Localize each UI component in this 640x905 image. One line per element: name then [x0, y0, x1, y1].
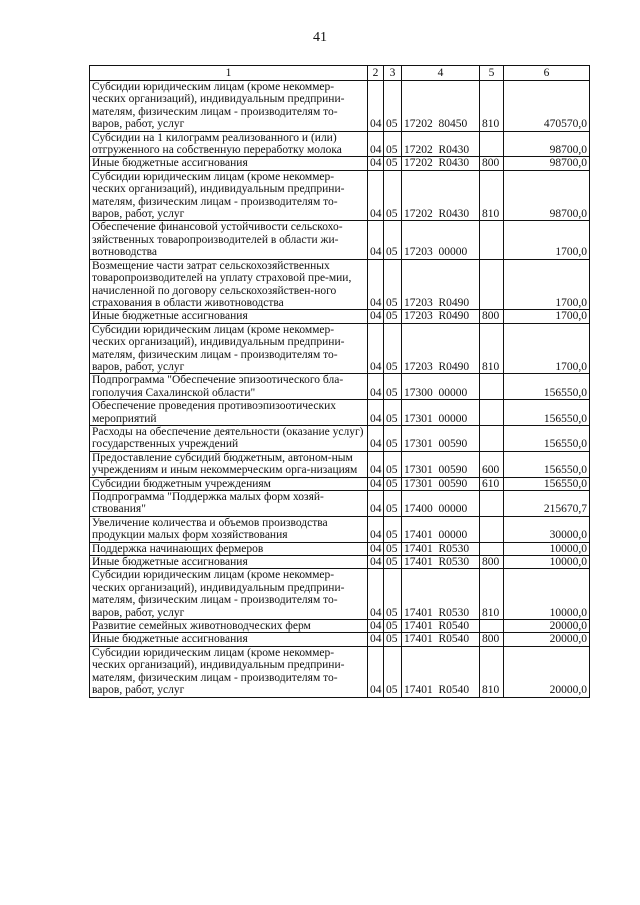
- row-section-code: 04: [368, 170, 384, 221]
- row-amount: 470570,0: [504, 81, 590, 132]
- table-row: [90, 400, 590, 426]
- row-description: Обеспечение проведения противоэпизоотических мероприятий: [90, 400, 368, 426]
- row-description: Подпрограмма "Поддержка малых форм хозяй-ствования": [90, 491, 368, 517]
- row-subsection-code: 05: [384, 542, 402, 555]
- row-expense-type-code: [480, 516, 504, 542]
- page-number: 41: [313, 30, 327, 45]
- row-section-code: 04: [368, 400, 384, 426]
- row-target-article-code: 17301 00590: [402, 451, 480, 477]
- row-expense-type-code: [480, 259, 504, 310]
- row-amount: 1700,0: [504, 259, 590, 310]
- row-amount: 156550,0: [504, 477, 590, 490]
- row-description: Субсидии юридическим лицам (кроме некоммер-ческих организаций), индивидуальным предприни-мателям, физическим лицам - производителям то-варов, работ, услуг: [90, 81, 368, 132]
- row-subsection-code: 05: [384, 556, 402, 569]
- row-amount: 156550,0: [504, 425, 590, 451]
- row-subsection-code: 05: [384, 620, 402, 633]
- row-subsection-code: 05: [384, 491, 402, 517]
- row-expense-type-code: [480, 131, 504, 157]
- row-target-article-code: 17203 R0490: [402, 323, 480, 374]
- table-row: [90, 425, 590, 451]
- row-target-article-code: 17401 00000: [402, 516, 480, 542]
- row-amount: 1700,0: [504, 221, 590, 259]
- table-body: [90, 81, 590, 698]
- row-subsection-code: 05: [384, 310, 402, 323]
- row-description: Субсидии бюджетным учреждениям: [90, 477, 368, 490]
- row-description: Субсидии юридическим лицам (кроме некоммер-ческих организаций), индивидуальным предприни-мателям, физическим лицам - производителям то-варов, работ, услуг: [90, 323, 368, 374]
- row-subsection-code: 05: [384, 374, 402, 400]
- row-subsection-code: 05: [384, 221, 402, 259]
- row-section-code: 04: [368, 310, 384, 323]
- row-description: Подпрограмма "Обеспечение эпизоотического бла-гополучия Сахалинской области": [90, 374, 368, 400]
- row-amount: 10000,0: [504, 542, 590, 555]
- row-expense-type-code: 800: [480, 310, 504, 323]
- table-row: [90, 451, 590, 477]
- row-target-article-code: 17400 00000: [402, 491, 480, 517]
- col-header-6: 6: [504, 66, 590, 81]
- row-expense-type-code: 810: [480, 569, 504, 620]
- row-section-code: 04: [368, 221, 384, 259]
- row-section-code: 04: [368, 323, 384, 374]
- row-expense-type-code: [480, 620, 504, 633]
- row-amount: 1700,0: [504, 310, 590, 323]
- table-row: [90, 323, 590, 374]
- row-target-article-code: 17202 80450: [402, 81, 480, 132]
- row-section-code: 04: [368, 620, 384, 633]
- row-section-code: 04: [368, 569, 384, 620]
- row-description: Субсидии юридическим лицам (кроме некоммер-ческих организаций), индивидуальным предприни-мателям, физическим лицам - производителям то-варов, работ, услуг: [90, 170, 368, 221]
- row-expense-type-code: 810: [480, 81, 504, 132]
- row-section-code: 04: [368, 131, 384, 157]
- table-row: [90, 374, 590, 400]
- row-amount: 98700,0: [504, 157, 590, 170]
- row-subsection-code: 05: [384, 81, 402, 132]
- row-expense-type-code: [480, 221, 504, 259]
- table-row: [90, 259, 590, 310]
- row-section-code: 04: [368, 491, 384, 517]
- row-description: Увеличение количества и объемов производства продукции малых форм хозяйствования: [90, 516, 368, 542]
- row-expense-type-code: 610: [480, 477, 504, 490]
- row-description: Субсидии юридическим лицам (кроме некоммер-ческих организаций), индивидуальным предприни-мателям, физическим лицам - производителям то-варов, работ, услуг: [90, 646, 368, 697]
- header-row: [90, 66, 590, 81]
- row-description: Иные бюджетные ассигнования: [90, 310, 368, 323]
- row-target-article-code: 17203 R0490: [402, 259, 480, 310]
- table-row: [90, 542, 590, 555]
- row-target-article-code: 17401 R0530: [402, 542, 480, 555]
- row-expense-type-code: 800: [480, 157, 504, 170]
- row-subsection-code: 05: [384, 170, 402, 221]
- row-target-article-code: 17202 R0430: [402, 170, 480, 221]
- row-amount: 20000,0: [504, 620, 590, 633]
- col-header-1: 1: [90, 66, 368, 81]
- table-row: [90, 646, 590, 697]
- row-target-article-code: 17300 00000: [402, 374, 480, 400]
- table-row: [90, 157, 590, 170]
- col-header-4: 4: [402, 66, 480, 81]
- row-subsection-code: 05: [384, 323, 402, 374]
- table-row: [90, 477, 590, 490]
- row-subsection-code: 05: [384, 477, 402, 490]
- row-subsection-code: 05: [384, 569, 402, 620]
- row-expense-type-code: 810: [480, 646, 504, 697]
- row-target-article-code: 17202 R0430: [402, 131, 480, 157]
- row-expense-type-code: 810: [480, 323, 504, 374]
- row-target-article-code: 17401 R0530: [402, 569, 480, 620]
- row-description: Иные бюджетные ассигнования: [90, 556, 368, 569]
- row-amount: 156550,0: [504, 400, 590, 426]
- row-description: Иные бюджетные ассигнования: [90, 633, 368, 646]
- row-target-article-code: 17301 00590: [402, 477, 480, 490]
- row-section-code: 04: [368, 516, 384, 542]
- row-description: Развитие семейных животноводческих ферм: [90, 620, 368, 633]
- row-target-article-code: 17301 00000: [402, 400, 480, 426]
- row-section-code: 04: [368, 157, 384, 170]
- row-description: Предоставление субсидий бюджетным, автоном-ным учреждениям и иным некоммерческим орга-низациям: [90, 451, 368, 477]
- table-row: [90, 569, 590, 620]
- table-row: [90, 556, 590, 569]
- budget-table: [89, 65, 590, 698]
- table-row: [90, 310, 590, 323]
- row-expense-type-code: [480, 425, 504, 451]
- table-row: [90, 221, 590, 259]
- row-amount: 156550,0: [504, 451, 590, 477]
- row-target-article-code: 17401 R0530: [402, 556, 480, 569]
- row-section-code: 04: [368, 477, 384, 490]
- row-section-code: 04: [368, 374, 384, 400]
- row-section-code: 04: [368, 259, 384, 310]
- row-target-article-code: 17401 R0540: [402, 633, 480, 646]
- row-amount: 20000,0: [504, 633, 590, 646]
- row-target-article-code: 17401 R0540: [402, 620, 480, 633]
- row-description: Субсидии на 1 килограмм реализованного и (или) отгруженного на собственную переработку молока: [90, 131, 368, 157]
- row-subsection-code: 05: [384, 425, 402, 451]
- row-section-code: 04: [368, 81, 384, 132]
- row-description: Расходы на обеспечение деятельности (оказание услуг) государственных учреждений: [90, 425, 368, 451]
- row-expense-type-code: [480, 542, 504, 555]
- col-header-3: 3: [384, 66, 402, 81]
- col-header-5: 5: [480, 66, 504, 81]
- col-header-2: 2: [368, 66, 384, 81]
- row-amount: 30000,0: [504, 516, 590, 542]
- table-row: [90, 516, 590, 542]
- row-subsection-code: 05: [384, 451, 402, 477]
- row-section-code: 04: [368, 556, 384, 569]
- row-description: Иные бюджетные ассигнования: [90, 157, 368, 170]
- row-amount: 156550,0: [504, 374, 590, 400]
- row-subsection-code: 05: [384, 157, 402, 170]
- row-target-article-code: 17203 00000: [402, 221, 480, 259]
- row-amount: 20000,0: [504, 646, 590, 697]
- table-row: [90, 633, 590, 646]
- row-description: Субсидии юридическим лицам (кроме некоммер-ческих организаций), индивидуальным предприни-мателям, физическим лицам - производителям то-варов, работ, услуг: [90, 569, 368, 620]
- row-expense-type-code: 600: [480, 451, 504, 477]
- row-expense-type-code: 810: [480, 170, 504, 221]
- row-amount: 1700,0: [504, 323, 590, 374]
- row-target-article-code: 17202 R0430: [402, 157, 480, 170]
- row-target-article-code: 17301 00590: [402, 425, 480, 451]
- row-section-code: 04: [368, 646, 384, 697]
- row-description: Поддержка начинающих фермеров: [90, 542, 368, 555]
- row-description: Обеспечение финансовой устойчивости сельскохо-зяйственных товаропроизводителей в области жи-вотноводства: [90, 221, 368, 259]
- table-row: [90, 131, 590, 157]
- row-amount: 98700,0: [504, 170, 590, 221]
- row-subsection-code: 05: [384, 131, 402, 157]
- table-row: [90, 81, 590, 132]
- table-row: [90, 170, 590, 221]
- table-row: [90, 620, 590, 633]
- row-subsection-code: 05: [384, 633, 402, 646]
- row-expense-type-code: 800: [480, 556, 504, 569]
- row-description: Возмещение части затрат сельскохозяйственных товаропроизводителей на уплату страховой пре-мии, начисленной по договору сельскохозяйствен-ного страхования в области животноводства: [90, 259, 368, 310]
- row-subsection-code: 05: [384, 259, 402, 310]
- row-section-code: 04: [368, 633, 384, 646]
- row-expense-type-code: [480, 374, 504, 400]
- row-section-code: 04: [368, 542, 384, 555]
- row-amount: 10000,0: [504, 556, 590, 569]
- row-amount: 10000,0: [504, 569, 590, 620]
- row-amount: 98700,0: [504, 131, 590, 157]
- row-section-code: 04: [368, 451, 384, 477]
- row-section-code: 04: [368, 425, 384, 451]
- row-amount: 215670,7: [504, 491, 590, 517]
- row-expense-type-code: [480, 400, 504, 426]
- row-expense-type-code: [480, 491, 504, 517]
- row-subsection-code: 05: [384, 516, 402, 542]
- row-subsection-code: 05: [384, 400, 402, 426]
- table-row: [90, 491, 590, 517]
- row-target-article-code: 17401 R0540: [402, 646, 480, 697]
- row-target-article-code: 17203 R0490: [402, 310, 480, 323]
- row-subsection-code: 05: [384, 646, 402, 697]
- row-expense-type-code: 800: [480, 633, 504, 646]
